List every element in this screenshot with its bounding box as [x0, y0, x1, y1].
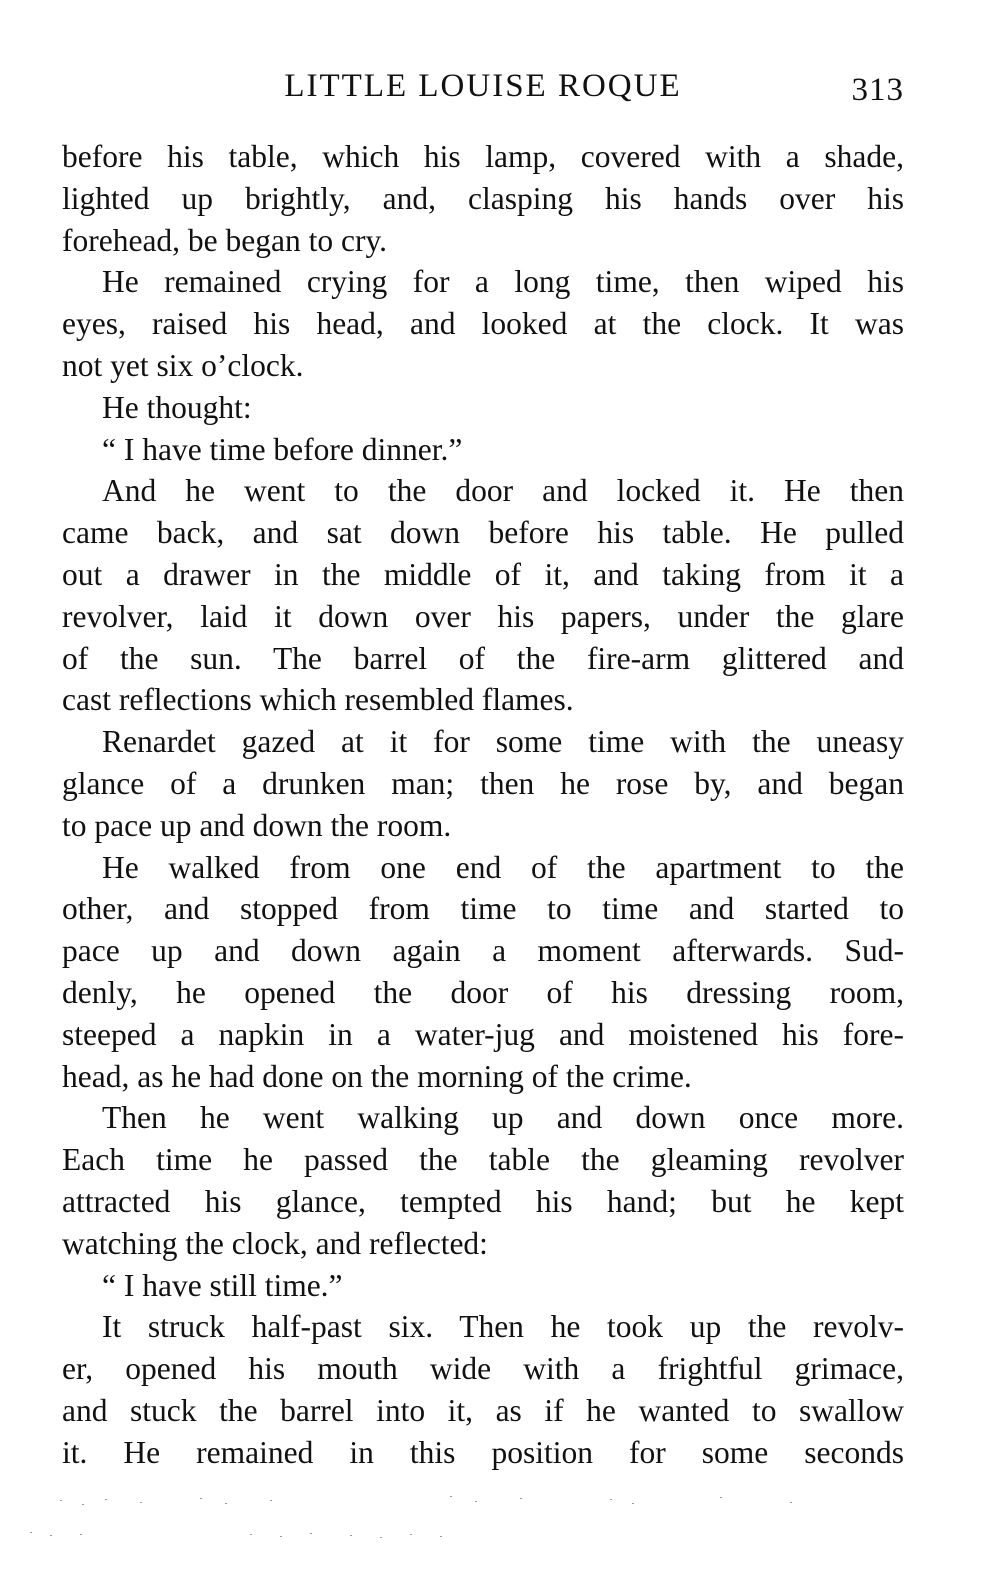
- speck: [475, 1501, 477, 1502]
- text-line: lighted up brightly, and, clasping his hands over his: [62, 180, 904, 216]
- text-line: it. He remained in this position for some seconds: [62, 1434, 904, 1470]
- text-line: And he went to the door and locked it. He then: [102, 473, 904, 509]
- speck: [310, 1533, 312, 1534]
- text-line: of the sun. The barrel of the fire-arm glittered and: [62, 640, 904, 676]
- text-line: attracted his glance, tempted his hand; but he kept: [62, 1183, 904, 1219]
- text-line: to pace up and down the room.: [62, 807, 452, 843]
- text-line: head, as he had done on the morning of the crime.: [62, 1058, 692, 1094]
- text-line: He remained crying for a long time, then wiped his: [102, 264, 904, 300]
- speck: [105, 1499, 107, 1500]
- speck: [50, 1535, 52, 1536]
- body-text: [62, 136, 904, 1474]
- text-line: It struck half-past six. Then he took up the revolv-: [102, 1309, 904, 1345]
- speck: [410, 1534, 412, 1535]
- text-line: steeped a napkin in a water-jug and moistened his fore-: [62, 1016, 904, 1052]
- text-line: He thought:: [102, 389, 252, 425]
- text-line: and stuck the barrel into it, as if he wanted to swallow: [62, 1392, 904, 1428]
- speck: [60, 1500, 62, 1501]
- speck: [380, 1537, 382, 1538]
- text-line: Renardet gazed at it for some time with the uneasy: [102, 724, 904, 760]
- text-line: other, and stopped from time to time and started to: [62, 891, 904, 927]
- text-line: Then he went walking up and down once more.: [102, 1100, 904, 1136]
- text-line: out a drawer in the middle of it, and taking from it a: [62, 556, 904, 592]
- running-title: LITTLE LOUISE ROQUE: [284, 68, 682, 104]
- text-line: came back, and sat down before his table. He pulled: [62, 515, 904, 551]
- speck: [270, 1500, 272, 1501]
- text-line: “ I have time before dinner.”: [102, 431, 463, 467]
- text-line: “ I have still time.”: [102, 1267, 343, 1303]
- speck: [790, 1502, 792, 1503]
- speck: [200, 1498, 202, 1499]
- speck: [250, 1534, 252, 1535]
- text-line: forehead, be began to cry.: [62, 222, 388, 258]
- text-line: before his table, which his lamp, covered with a shade,: [62, 139, 904, 174]
- page-number: 313: [851, 72, 904, 108]
- text-line: watching the clock, and reflected:: [62, 1225, 488, 1261]
- text-line: He walked from one end of the apartment to the: [102, 849, 904, 885]
- speck: [632, 1503, 634, 1504]
- speck: [450, 1496, 452, 1497]
- text-line: not yet six o’clock.: [62, 347, 304, 383]
- speck: [80, 1534, 82, 1535]
- speck: [720, 1497, 722, 1498]
- page-header: [62, 60, 904, 110]
- text-line: er, opened his mouth wide with a frightful grimace,: [62, 1351, 904, 1387]
- speck: [82, 1504, 84, 1505]
- speck: [30, 1532, 32, 1533]
- speck: [520, 1498, 522, 1499]
- speck: [225, 1503, 227, 1504]
- text-line: eyes, raised his head, and looked at the clock. It was: [62, 306, 904, 342]
- text-line: glance of a drunken man; then he rose by, and began: [62, 765, 904, 801]
- speck: [350, 1535, 352, 1536]
- speck: [280, 1536, 282, 1537]
- text-line: Each time he passed the table the gleaming revolver: [62, 1142, 904, 1178]
- text-line: denly, he opened the door of his dressing room,: [62, 974, 904, 1010]
- speck: [610, 1499, 612, 1500]
- text-line: pace up and down again a moment afterwards. Sud-: [62, 933, 904, 969]
- text-line: revolver, laid it down over his papers, under the glare: [62, 598, 904, 634]
- print-specks: [20, 1490, 840, 1550]
- speck: [140, 1502, 142, 1503]
- text-line: cast reflections which resembled flames.: [62, 682, 574, 718]
- speck: [440, 1536, 442, 1537]
